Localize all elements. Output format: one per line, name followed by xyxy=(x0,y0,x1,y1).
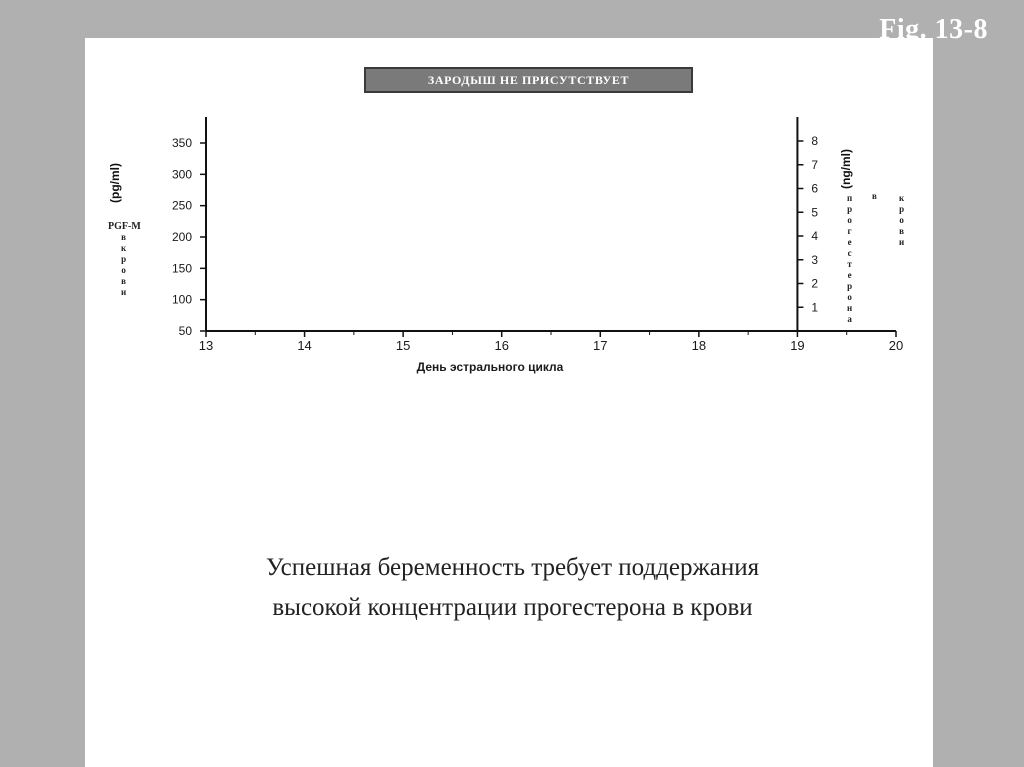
left-axis-label-letters xyxy=(121,232,126,298)
right-axis-letter: н xyxy=(847,303,853,313)
right-axis-end-letter: в xyxy=(899,226,905,236)
left-y-tick-label: 350 xyxy=(171,136,192,150)
right-axis-letter: о xyxy=(847,215,852,225)
left-y-tick-label: 250 xyxy=(171,198,192,213)
x-tick-label: 18 xyxy=(691,338,707,353)
right-axis-letter: т xyxy=(847,259,852,269)
x-tick-label: 17 xyxy=(593,338,608,353)
right-y-tick-label: 6 xyxy=(811,181,819,196)
right-axis-end-letter: и xyxy=(899,237,905,247)
right-y-tick-label: 8 xyxy=(811,134,819,148)
left-axis-unit: (pg/ml) xyxy=(108,163,122,203)
left-y-tick-label: 100 xyxy=(171,292,192,307)
chart-banner-text: ЗАРОДЫШ НЕ ПРИСУТСТВУЕТ xyxy=(427,72,630,87)
left-y-tick-label: 200 xyxy=(171,230,192,244)
caption-line-1: Успешная беременность требует поддержания xyxy=(265,554,760,581)
x-tick-label: 16 xyxy=(494,338,509,353)
left-y-tick-label: 300 xyxy=(171,167,192,182)
right-axis-letter: г xyxy=(847,226,852,236)
right-y-tick-label: 2 xyxy=(811,276,819,291)
left-axis-letter: к xyxy=(121,243,127,253)
left-y-tick-label: 150 xyxy=(171,261,192,276)
figure-label: Fig. 13-8 xyxy=(879,14,988,45)
right-axis-letter: е xyxy=(847,237,852,247)
right-axis-letter: р xyxy=(847,281,853,291)
x-axis-title: День эстрального цикла xyxy=(416,360,564,374)
right-y-tick-label: 5 xyxy=(811,205,819,220)
right-axis-end-letter: р xyxy=(899,204,905,214)
right-axis-letter: е xyxy=(847,270,852,280)
right-axis-label-end-letters xyxy=(899,193,904,248)
right-axis-label-mid: в xyxy=(872,191,877,201)
x-tick-label: 20 xyxy=(888,338,904,353)
right-axis-end-letter: к xyxy=(899,193,905,203)
x-tick-label: 19 xyxy=(790,338,805,353)
right-axis-letter: с xyxy=(847,248,852,258)
left-axis-label-top: PGF-M xyxy=(108,221,141,232)
right-axis-letter: о xyxy=(847,292,852,302)
right-axis-letter: р xyxy=(847,204,853,214)
left-axis-letter: р xyxy=(121,254,127,264)
right-y-tick-label: 4 xyxy=(811,229,819,243)
left-axis-letter: о xyxy=(121,265,126,275)
right-axis-unit: (ng/ml) xyxy=(839,149,853,189)
x-tick-label: 14 xyxy=(297,338,312,353)
left-axis-letter: и xyxy=(121,287,127,297)
right-y-tick-label: 3 xyxy=(811,252,819,267)
left-axis-letter: в xyxy=(121,232,127,242)
slide-caption xyxy=(150,548,875,628)
right-axis-letter: п xyxy=(847,193,853,203)
right-y-tick-label: 7 xyxy=(811,157,819,172)
right-axis-end-letter: о xyxy=(899,215,904,225)
caption-line-2: высокой концентрации прогестерона в крови xyxy=(272,594,753,621)
left-y-tick-label: 50 xyxy=(178,324,192,338)
right-axis-letter: а xyxy=(847,314,852,324)
x-tick-label: 13 xyxy=(198,338,214,353)
left-axis-letter: в xyxy=(121,276,127,286)
x-tick-label: 15 xyxy=(395,338,411,353)
right-axis-label-letters xyxy=(847,193,852,325)
chart-axes xyxy=(172,117,903,374)
right-y-tick-label: 1 xyxy=(811,300,819,315)
